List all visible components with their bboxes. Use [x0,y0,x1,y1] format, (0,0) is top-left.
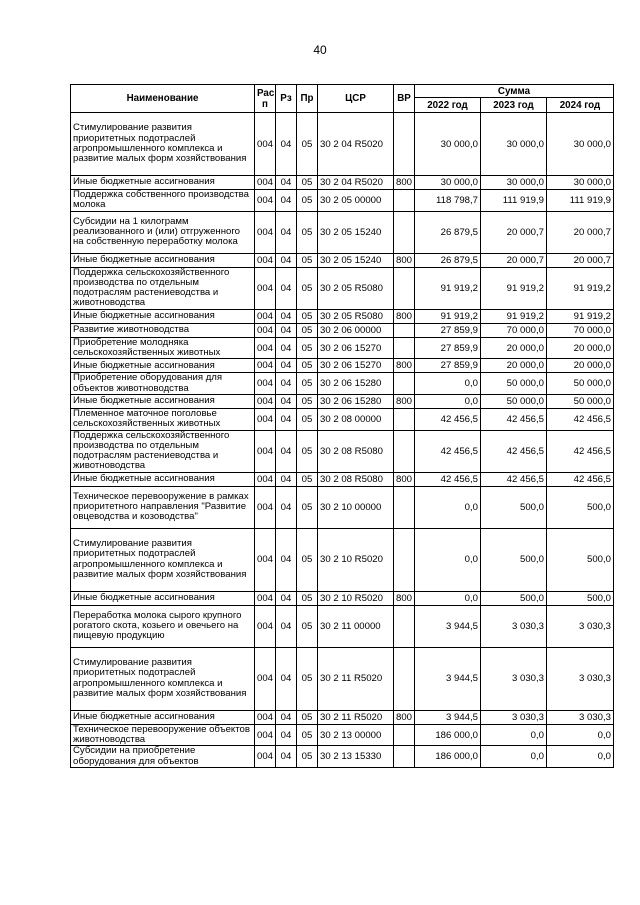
row-amount-2024: 50 000,0 [547,373,614,395]
row-rasp: 004 [255,113,276,176]
table-row [71,394,614,408]
table-row [71,647,614,710]
row-vr [394,605,415,647]
row-pr: 05 [297,267,318,309]
row-csr: 30 2 08 00000 [318,408,394,430]
row-name: Переработка молока сырого крупного рогатого скота, козьего и овечьего на пищевую продукцию [71,605,255,647]
row-rz: 04 [276,113,297,176]
row-amount-2024: 42 456,5 [547,472,614,486]
row-csr: 30 2 13 00000 [318,724,394,746]
row-name: Приобретение оборудования для объектов животноводства [71,373,255,395]
row-pr: 05 [297,253,318,267]
budget-table [70,84,614,768]
table-row [71,486,614,528]
row-rz: 04 [276,472,297,486]
row-vr [394,323,415,337]
row-amount-2022: 0,0 [415,394,481,408]
row-rz: 04 [276,528,297,591]
row-amount-2022: 30 000,0 [415,176,481,190]
row-pr: 05 [297,472,318,486]
row-amount-2024: 500,0 [547,528,614,591]
row-amount-2023: 50 000,0 [481,373,547,395]
row-csr: 30 2 10 00000 [318,486,394,528]
row-amount-2022: 26 879,5 [415,211,481,253]
row-amount-2024: 20 000,0 [547,359,614,373]
row-amount-2024: 0,0 [547,746,614,768]
row-rz: 04 [276,267,297,309]
row-rz: 04 [276,394,297,408]
row-vr [394,486,415,528]
row-vr [394,267,415,309]
row-amount-2024: 3 030,3 [547,710,614,724]
row-pr: 05 [297,746,318,768]
row-vr: 800 [394,591,415,605]
row-rz: 04 [276,605,297,647]
row-vr [394,430,415,472]
row-csr: 30 2 06 15280 [318,394,394,408]
table-row [71,211,614,253]
row-name: Иные бюджетные ассигнования [71,309,255,323]
row-rz: 04 [276,486,297,528]
row-name: Иные бюджетные ассигнования [71,253,255,267]
row-csr: 30 2 06 15270 [318,359,394,373]
row-rasp: 004 [255,486,276,528]
row-amount-2023: 0,0 [481,746,547,768]
row-vr: 800 [394,176,415,190]
row-csr: 30 2 10 R5020 [318,591,394,605]
row-pr: 05 [297,591,318,605]
row-amount-2023: 500,0 [481,486,547,528]
row-vr: 800 [394,394,415,408]
row-csr: 30 2 11 R5020 [318,647,394,710]
row-csr: 30 2 05 R5080 [318,267,394,309]
table-row [71,746,614,768]
row-csr: 30 2 04 R5020 [318,113,394,176]
row-rasp: 004 [255,267,276,309]
row-pr: 05 [297,430,318,472]
row-rz: 04 [276,746,297,768]
row-rasp: 004 [255,430,276,472]
row-rz: 04 [276,724,297,746]
row-amount-2024: 20 000,7 [547,211,614,253]
table-row [71,309,614,323]
row-amount-2024: 3 030,3 [547,605,614,647]
row-rasp: 004 [255,394,276,408]
row-amount-2023: 30 000,0 [481,176,547,190]
header-name: Наименование [71,85,255,113]
row-amount-2024: 20 000,0 [547,337,614,359]
row-amount-2023: 0,0 [481,724,547,746]
row-name: Племенное маточное поголовье сельскохозяйственных животных [71,408,255,430]
row-amount-2024: 70 000,0 [547,323,614,337]
row-name: Иные бюджетные ассигнования [71,176,255,190]
row-vr [394,647,415,710]
row-name: Иные бюджетные ассигнования [71,472,255,486]
row-rz: 04 [276,190,297,212]
row-amount-2024: 30 000,0 [547,113,614,176]
table-row [71,430,614,472]
row-name: Иные бюджетные ассигнования [71,710,255,724]
row-csr: 30 2 13 15330 [318,746,394,768]
header-pr: Пр [297,85,318,113]
row-vr: 800 [394,253,415,267]
row-amount-2023: 42 456,5 [481,472,547,486]
row-rasp: 004 [255,408,276,430]
row-amount-2023: 91 919,2 [481,267,547,309]
row-rasp: 004 [255,359,276,373]
row-vr [394,746,415,768]
row-amount-2022: 42 456,5 [415,430,481,472]
table-row [71,337,614,359]
row-rasp: 004 [255,724,276,746]
row-rz: 04 [276,430,297,472]
row-pr: 05 [297,710,318,724]
row-amount-2024: 500,0 [547,591,614,605]
row-csr: 30 2 06 00000 [318,323,394,337]
row-amount-2023: 91 919,2 [481,309,547,323]
row-amount-2024: 20 000,7 [547,253,614,267]
row-name: Поддержка собственного производства молока [71,190,255,212]
row-amount-2023: 500,0 [481,591,547,605]
row-pr: 05 [297,373,318,395]
row-rz: 04 [276,211,297,253]
row-amount-2023: 3 030,3 [481,710,547,724]
row-amount-2024: 111 919,9 [547,190,614,212]
row-csr: 30 2 11 00000 [318,605,394,647]
row-pr: 05 [297,724,318,746]
row-rz: 04 [276,373,297,395]
row-vr [394,724,415,746]
row-rasp: 004 [255,211,276,253]
row-amount-2024: 3 030,3 [547,647,614,710]
row-rasp: 004 [255,309,276,323]
row-pr: 05 [297,647,318,710]
row-amount-2024: 0,0 [547,724,614,746]
row-name: Поддержка сельскохозяйственного производства по отдельным подотраслям растениеводства и животноводства [71,430,255,472]
row-amount-2024: 42 456,5 [547,408,614,430]
table-row [71,472,614,486]
row-csr: 30 2 06 15280 [318,373,394,395]
header-sum: Сумма [415,85,614,98]
row-amount-2023: 500,0 [481,528,547,591]
row-name: Поддержка сельскохозяйственного производства по отдельным подотраслям растениеводства и животноводства [71,267,255,309]
row-amount-2023: 3 030,3 [481,605,547,647]
row-amount-2022: 3 944,5 [415,647,481,710]
row-rz: 04 [276,309,297,323]
row-rz: 04 [276,591,297,605]
row-name: Иные бюджетные ассигнования [71,359,255,373]
row-vr [394,190,415,212]
row-amount-2022: 0,0 [415,528,481,591]
row-amount-2022: 91 919,2 [415,267,481,309]
header-year-2023: 2023 год [481,98,547,113]
row-amount-2023: 3 030,3 [481,647,547,710]
row-vr: 800 [394,472,415,486]
row-name: Иные бюджетные ассигнования [71,394,255,408]
row-csr: 30 2 11 R5020 [318,710,394,724]
table-row [71,359,614,373]
row-pr: 05 [297,486,318,528]
row-pr: 05 [297,408,318,430]
row-rasp: 004 [255,373,276,395]
row-vr [394,408,415,430]
row-csr: 30 2 06 15270 [318,337,394,359]
row-csr: 30 2 05 00000 [318,190,394,212]
row-rasp: 004 [255,605,276,647]
row-amount-2023: 30 000,0 [481,113,547,176]
row-amount-2022: 0,0 [415,373,481,395]
row-amount-2024: 500,0 [547,486,614,528]
row-vr: 800 [394,309,415,323]
row-name: Техническое перевооружение в рамках приоритетного направления "Развитие овцеводства и козоводства" [71,486,255,528]
row-amount-2023: 111 919,9 [481,190,547,212]
row-rz: 04 [276,647,297,710]
row-rz: 04 [276,253,297,267]
row-rasp: 004 [255,176,276,190]
row-amount-2023: 42 456,5 [481,430,547,472]
row-amount-2023: 50 000,0 [481,394,547,408]
row-amount-2024: 50 000,0 [547,394,614,408]
row-pr: 05 [297,337,318,359]
row-amount-2023: 42 456,5 [481,408,547,430]
row-vr: 800 [394,359,415,373]
row-amount-2023: 70 000,0 [481,323,547,337]
row-pr: 05 [297,359,318,373]
row-rz: 04 [276,337,297,359]
row-rz: 04 [276,408,297,430]
header-rz: Рз [276,85,297,113]
table-row [71,176,614,190]
header-rasp: Рас п [255,85,276,113]
row-rasp: 004 [255,591,276,605]
row-name: Субсидии на приобретение оборудования для объектов [71,746,255,768]
row-amount-2022: 26 879,5 [415,253,481,267]
row-pr: 05 [297,113,318,176]
row-amount-2022: 27 859,9 [415,337,481,359]
table-row [71,408,614,430]
row-csr: 30 2 10 R5020 [318,528,394,591]
row-name: Стимулирование развития приоритетных подотраслей агропромышленного комплекса и развитие малых форм хозяйствования [71,647,255,710]
row-vr [394,211,415,253]
row-amount-2022: 30 000,0 [415,113,481,176]
row-amount-2022: 42 456,5 [415,472,481,486]
header-year-2022: 2022 год [415,98,481,113]
row-rz: 04 [276,710,297,724]
row-pr: 05 [297,211,318,253]
row-pr: 05 [297,309,318,323]
row-vr [394,113,415,176]
row-rasp: 004 [255,472,276,486]
row-amount-2022: 0,0 [415,591,481,605]
row-vr [394,373,415,395]
row-amount-2022: 27 859,9 [415,323,481,337]
row-amount-2023: 20 000,7 [481,253,547,267]
row-pr: 05 [297,176,318,190]
table-row [71,253,614,267]
row-pr: 05 [297,528,318,591]
header-vr: ВР [394,85,415,113]
row-rasp: 004 [255,710,276,724]
row-pr: 05 [297,323,318,337]
row-amount-2023: 20 000,7 [481,211,547,253]
row-amount-2022: 118 798,7 [415,190,481,212]
header-year-2024: 2024 год [547,98,614,113]
table-row [71,267,614,309]
row-rz: 04 [276,323,297,337]
row-amount-2023: 20 000,0 [481,359,547,373]
row-amount-2022: 42 456,5 [415,408,481,430]
row-name: Стимулирование развития приоритетных подотраслей агропромышленного комплекса и развитие малых форм хозяйствования [71,113,255,176]
row-amount-2022: 3 944,5 [415,710,481,724]
row-name: Стимулирование развития приоритетных подотраслей агропромышленного комплекса и развитие малых форм хозяйствования [71,528,255,591]
row-amount-2022: 27 859,9 [415,359,481,373]
row-vr [394,337,415,359]
row-vr: 800 [394,710,415,724]
row-vr [394,528,415,591]
row-rz: 04 [276,176,297,190]
table-row [71,190,614,212]
row-name: Развитие животноводства [71,323,255,337]
row-rasp: 004 [255,528,276,591]
table-row [71,113,614,176]
row-csr: 30 2 08 R5080 [318,472,394,486]
table-row [71,605,614,647]
row-csr: 30 2 05 15240 [318,211,394,253]
row-amount-2022: 186 000,0 [415,746,481,768]
table-row [71,710,614,724]
row-name: Приобретение молодняка сельскохозяйственных животных [71,337,255,359]
row-pr: 05 [297,394,318,408]
table-row [71,323,614,337]
table-row [71,528,614,591]
row-amount-2024: 42 456,5 [547,430,614,472]
row-csr: 30 2 04 R5020 [318,176,394,190]
row-amount-2024: 91 919,2 [547,267,614,309]
row-rasp: 004 [255,337,276,359]
row-amount-2024: 91 919,2 [547,309,614,323]
table-row [71,591,614,605]
row-name: Иные бюджетные ассигнования [71,591,255,605]
row-amount-2022: 186 000,0 [415,724,481,746]
row-csr: 30 2 08 R5080 [318,430,394,472]
header-csr: ЦСР [318,85,394,113]
row-pr: 05 [297,605,318,647]
row-name: Субсидии на 1 килограмм реализованного и (или) отгруженного на собственную переработку молока [71,211,255,253]
row-amount-2022: 0,0 [415,486,481,528]
table-header [71,85,614,113]
row-rasp: 004 [255,746,276,768]
page-number: 40 [313,43,327,57]
row-rasp: 004 [255,323,276,337]
row-pr: 05 [297,190,318,212]
row-amount-2023: 20 000,0 [481,337,547,359]
row-rz: 04 [276,359,297,373]
row-csr: 30 2 05 R5080 [318,309,394,323]
row-amount-2022: 3 944,5 [415,605,481,647]
row-rasp: 004 [255,190,276,212]
table-body [71,113,614,768]
table-row [71,373,614,395]
table-row [71,724,614,746]
row-rasp: 004 [255,253,276,267]
row-amount-2024: 30 000,0 [547,176,614,190]
row-name: Техническое перевооружение объектов животноводства [71,724,255,746]
row-rasp: 004 [255,647,276,710]
row-csr: 30 2 05 15240 [318,253,394,267]
row-amount-2022: 91 919,2 [415,309,481,323]
